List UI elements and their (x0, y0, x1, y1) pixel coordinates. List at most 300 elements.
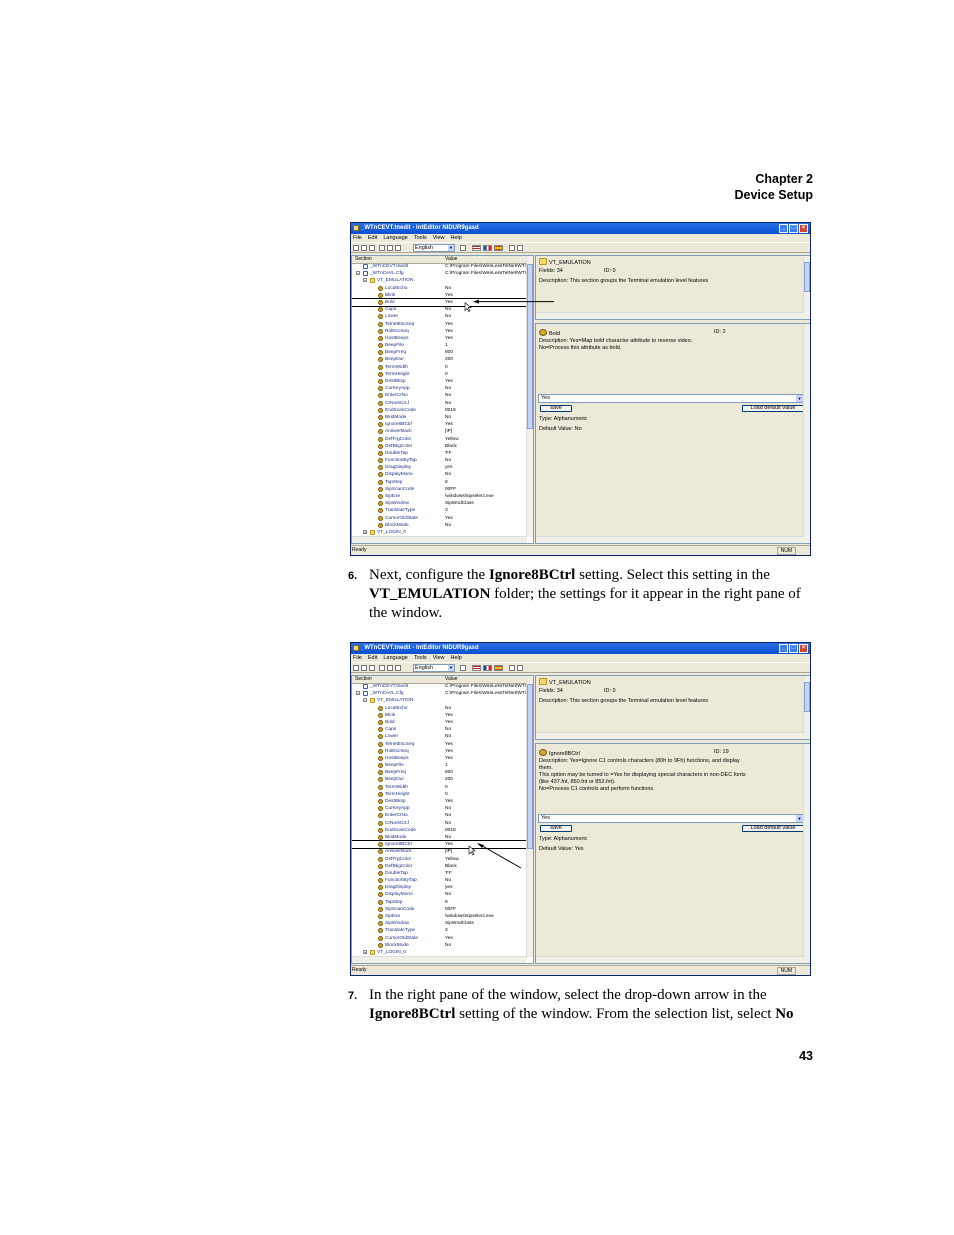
tree-row[interactable] (352, 884, 527, 891)
tree-row-name: EnterCrNo (385, 813, 408, 819)
tree-row[interactable] (352, 407, 527, 414)
tree-row[interactable] (352, 313, 527, 320)
chevron-down-icon[interactable]: ▼ (797, 396, 802, 401)
step-text-part: In the right pane of the window, select the drop-down arrow in the (369, 987, 767, 1003)
tree-row-name: VT_EMULATION (377, 278, 414, 284)
maximize-button[interactable]: □ (789, 224, 798, 233)
step-number: 6. (348, 570, 358, 582)
paste-icon[interactable] (387, 245, 393, 251)
tree-row[interactable] (352, 428, 527, 435)
menu-item-edit[interactable]: Edit (367, 655, 378, 661)
tree-row-name: Blink (385, 292, 396, 298)
close-button[interactable]: × (799, 644, 808, 653)
tree-row[interactable] (352, 683, 527, 690)
tree-row-value: SipWndClass (445, 921, 474, 927)
help-icon[interactable] (509, 665, 515, 671)
tree-row[interactable] (352, 277, 527, 284)
tree-row-value: No (445, 734, 452, 740)
tree-row[interactable] (352, 906, 527, 913)
tree-row[interactable] (352, 805, 527, 812)
tree-row[interactable] (352, 935, 527, 942)
setting-description-line: No=Process this attribute as bold. (539, 345, 622, 351)
setting-icon (378, 350, 383, 355)
language-value: English (415, 245, 434, 251)
close-button[interactable]: × (799, 224, 808, 233)
menu-item-edit[interactable]: Edit (367, 235, 378, 241)
setting-icon (378, 458, 383, 463)
tree-row[interactable] (352, 342, 527, 349)
menu-item-tools[interactable]: Tools (413, 655, 427, 661)
tree-row-name: _WTnCEVT.tnedit (370, 684, 409, 689)
tree-row-value: No (445, 458, 452, 464)
setting-icon (378, 770, 383, 775)
tree-row-value: yes (445, 885, 453, 891)
tree-row-value: Yes (445, 335, 453, 341)
minimize-button[interactable]: _ (779, 644, 788, 653)
tree-row[interactable] (352, 464, 527, 471)
tree-row[interactable] (352, 690, 527, 697)
tree-row-name: BkidMode (385, 414, 407, 420)
value-select[interactable] (538, 814, 804, 823)
tree-row[interactable] (352, 450, 527, 457)
tree-row-value: No (445, 314, 452, 320)
tree-row[interactable] (352, 733, 527, 740)
tree-row[interactable] (352, 479, 527, 486)
tree-row-name: CurKeyApp (385, 386, 410, 392)
tree-row[interactable] (352, 899, 527, 906)
tree-row[interactable] (352, 870, 527, 877)
tree-row-name: TermHeight (385, 791, 410, 797)
chevron-down-icon[interactable]: ▼ (449, 245, 453, 250)
paste-icon[interactable] (387, 665, 393, 671)
expand-icon[interactable]: − (364, 278, 367, 284)
tree-row[interactable] (352, 812, 527, 819)
status-bar (351, 965, 810, 975)
sort-icon[interactable] (460, 245, 466, 251)
tree-row[interactable] (352, 292, 527, 299)
setting-icon (378, 849, 383, 854)
setting-default: Default Value: Yes (539, 846, 584, 852)
setting-icon (378, 444, 383, 449)
tree-row-name: DragDisplay (385, 465, 412, 471)
tree-row[interactable] (352, 471, 527, 478)
tree-row[interactable] (352, 913, 527, 920)
tree-row-value: 8 (445, 479, 448, 485)
language-select[interactable] (413, 664, 455, 672)
tree-row-name: FunctionByTap (385, 458, 417, 464)
setting-icon (378, 706, 383, 711)
help-icon[interactable] (509, 245, 515, 251)
tree-row-value: Yes (445, 379, 453, 384)
setting-id: ID: 2 (714, 329, 726, 335)
tree-row-name: VT_LOGIN_0 (377, 529, 407, 535)
setting-icon (539, 329, 547, 336)
tree-row-name: _WTnCEVT.tnedit (370, 264, 409, 269)
tree-row[interactable] (352, 856, 527, 863)
tree-row[interactable] (352, 328, 527, 335)
tree-row[interactable] (352, 486, 527, 493)
setting-icon (378, 857, 383, 862)
tree-row[interactable] (352, 784, 527, 791)
tree-row[interactable] (352, 719, 527, 726)
tree-horizontal-scrollbar[interactable] (352, 536, 527, 543)
setting-icon (378, 734, 383, 739)
tree-row-name: CrNoIsCrLf (385, 400, 409, 406)
section-label: Device Setup (734, 188, 813, 202)
info-horizontal-scrollbar[interactable] (536, 312, 804, 319)
open-file-icon[interactable] (361, 245, 367, 251)
tree-row[interactable] (352, 414, 527, 421)
tree-row[interactable] (352, 726, 527, 733)
load-default-button[interactable]: Load default value (742, 405, 804, 412)
tree-row[interactable] (352, 841, 527, 848)
file-icon (363, 264, 368, 269)
tree-row[interactable] (352, 371, 527, 378)
tree-row-name: BeepFile (385, 763, 404, 769)
tree-row-value: Yes (445, 292, 453, 298)
column-header-section[interactable]: Section (355, 256, 372, 262)
status-text: Ready (352, 967, 367, 973)
setting-icon (378, 415, 383, 420)
detail-horizontal-scrollbar[interactable] (536, 536, 804, 543)
tree-row-value: 00FF (445, 486, 457, 492)
tree-row-value: [IP] (445, 849, 453, 855)
tree-row[interactable] (352, 349, 527, 356)
detail-vertical-scrollbar[interactable] (803, 744, 810, 963)
tree-vertical-scrollbar[interactable] (526, 676, 533, 957)
column-header-value[interactable]: Value (445, 256, 458, 262)
tree-row-name: Lower (385, 734, 399, 740)
tree-row[interactable] (352, 769, 527, 776)
info-vertical-scrollbar[interactable] (803, 676, 810, 739)
context-help-icon[interactable] (517, 245, 523, 251)
tree-row-name: EndScanCode (385, 827, 416, 833)
scroll-thumb[interactable] (527, 684, 533, 849)
section-title (539, 258, 591, 266)
setting-icon (378, 943, 383, 948)
tree-row-name: BlockMode (385, 522, 409, 528)
sort-icon[interactable] (460, 665, 466, 671)
step-text-part: folder; the settings for it appear in the right pane of the window. (369, 586, 801, 621)
copy-icon[interactable] (379, 665, 385, 671)
menu-item-view[interactable]: View (432, 235, 445, 241)
tree-row[interactable] (352, 755, 527, 762)
tree-row[interactable] (352, 762, 527, 769)
tree-row[interactable] (352, 507, 527, 514)
value-select[interactable] (538, 394, 804, 403)
chevron-down-icon[interactable]: ▼ (449, 665, 453, 670)
tree-row-value: Yes (445, 935, 453, 941)
tree-row[interactable] (352, 436, 527, 443)
setting-description-line: This option may be turned to =Yes for displaying special characters in non-DEC fonts (539, 772, 746, 778)
setting-icon (378, 487, 383, 492)
setting-icon (378, 777, 383, 782)
setting-icon (378, 914, 383, 919)
setting-icon (378, 720, 383, 725)
tree-row-value: Yes (445, 712, 453, 718)
tree-row[interactable] (352, 891, 527, 898)
setting-detail-pane (535, 323, 811, 544)
tree-row-name: BeepFreq (385, 350, 407, 356)
flag-fr-icon[interactable] (483, 665, 492, 671)
flag-us-icon[interactable] (472, 245, 481, 251)
menu-item-file[interactable]: File (353, 655, 362, 661)
open-file-icon[interactable] (361, 665, 367, 671)
settings-tree-pane (351, 675, 534, 964)
tree-row-value: No (445, 942, 452, 948)
value-select-current: Yes (541, 815, 550, 821)
tree-row-value: No (445, 400, 452, 406)
tree-row-value: 'FF (445, 450, 452, 456)
tree-row[interactable] (352, 705, 527, 712)
tree-row[interactable] (352, 335, 527, 342)
print-icon[interactable] (395, 245, 401, 251)
tree-row-name: Lower (385, 314, 399, 320)
maximize-button[interactable]: □ (789, 644, 798, 653)
tree-row[interactable] (352, 385, 527, 392)
minimize-button[interactable]: _ (779, 224, 788, 233)
tree-row[interactable] (352, 834, 527, 841)
chapter-label: Chapter 2 (755, 172, 813, 186)
tree-horizontal-scrollbar[interactable] (352, 956, 527, 963)
tree-row[interactable] (352, 364, 527, 371)
step-bold-term: Ignore8BCtrl (369, 1006, 456, 1022)
tree-row[interactable] (352, 500, 527, 507)
title-bar (351, 223, 810, 234)
print-icon[interactable] (395, 665, 401, 671)
setting-icon (378, 813, 383, 818)
flag-us-icon[interactable] (472, 665, 481, 671)
setting-icon (378, 293, 383, 298)
tree-row[interactable] (352, 400, 527, 407)
tree-row-name: BeepFreq (385, 770, 407, 776)
setting-name: Ignore8BCtrl (549, 751, 580, 757)
app-window-bold (350, 222, 811, 556)
section-description: Description: This section groups the Terminal emulation level features (539, 278, 709, 284)
tree-row-value: 800 (445, 770, 454, 776)
tree-row-name: _WTnCeVL.Cfg (370, 691, 404, 697)
tree-row-name: BeepDur (385, 357, 404, 363)
tree-row[interactable] (352, 927, 527, 934)
tree-row-value: No (445, 820, 452, 826)
tree-row[interactable] (352, 299, 527, 306)
tree-row-name: SipWindow (385, 501, 409, 507)
menu-item-language[interactable]: Language (383, 655, 408, 661)
setting-name: Bold (549, 331, 561, 337)
copy-icon[interactable] (379, 245, 385, 251)
tree-row[interactable] (352, 443, 527, 450)
tree-row[interactable] (352, 321, 527, 328)
tree-row-value: No (445, 892, 452, 898)
tree-row-name: SipExe (385, 914, 401, 919)
expand-icon[interactable]: + (364, 529, 367, 535)
tree-row-value: No (445, 813, 452, 819)
detail-vertical-scrollbar[interactable] (803, 324, 810, 543)
tree-row[interactable] (352, 306, 527, 313)
menu-item-help[interactable]: Help (450, 655, 462, 661)
menu-item-file[interactable]: File (353, 235, 362, 241)
tree-row[interactable] (352, 285, 527, 292)
setting-icon (378, 763, 383, 768)
tree-row[interactable] (352, 270, 527, 277)
tree-row-name: Bold (385, 719, 395, 725)
tree-row-name: CursorOldState (385, 935, 419, 941)
page-number: 43 (799, 1049, 813, 1063)
tree-row[interactable] (352, 392, 527, 399)
tree-row-value: C:\Program Files\WireLessTelNet\WT\ (445, 264, 527, 269)
detail-horizontal-scrollbar[interactable] (536, 956, 804, 963)
expand-icon[interactable]: − (357, 271, 360, 277)
tree-row-name: TranslateType (385, 928, 416, 934)
tree-row-name: Ignore8BCtrl (385, 842, 412, 848)
tree-row[interactable] (352, 697, 527, 704)
setting-icon (378, 365, 383, 370)
tree-row-value: Yes (445, 755, 453, 761)
new-file-icon[interactable] (353, 665, 359, 671)
tree-row-name: AnswerBack (385, 849, 412, 855)
setting-icon (378, 799, 383, 804)
tree-row[interactable] (352, 263, 527, 270)
tree-row-name: Ignore8BCtrl (385, 422, 412, 428)
menu-item-language[interactable]: Language (383, 235, 408, 241)
tree-row[interactable] (352, 515, 527, 522)
app-icon (353, 645, 359, 651)
tree-row[interactable] (352, 712, 527, 719)
step-bold-term: VT_EMULATION (369, 586, 491, 602)
flag-fr-icon[interactable] (483, 245, 492, 251)
save-icon[interactable] (369, 245, 375, 251)
tree-row[interactable] (352, 493, 527, 500)
tree-row[interactable] (352, 356, 527, 363)
tree-row[interactable] (352, 457, 527, 464)
tree-row[interactable] (352, 791, 527, 798)
scroll-thumb[interactable] (804, 262, 810, 292)
expand-icon[interactable]: + (364, 949, 367, 955)
tree-row[interactable] (352, 920, 527, 927)
setting-icon (378, 892, 383, 897)
tree-row[interactable] (352, 877, 527, 884)
context-help-icon[interactable] (517, 665, 523, 671)
setting-icon (378, 516, 383, 521)
scroll-thumb[interactable] (527, 264, 533, 429)
tree-row-value: Yes (445, 799, 453, 804)
setting-description-line: (like 437.fnt, 850.fnt or 852.fnt). (539, 779, 616, 785)
setting-icon (378, 900, 383, 905)
menu-item-tools[interactable]: Tools (413, 235, 427, 241)
window-title: _WTnCEVT.tnedit - IntEditor NIDUR9gasd (361, 225, 479, 231)
language-select[interactable] (413, 244, 455, 252)
setting-icon (378, 422, 383, 427)
tree-row-value: No (445, 806, 452, 812)
tree-row-value: Black (445, 863, 457, 869)
flag-es-icon[interactable] (494, 665, 503, 671)
setting-icon (378, 885, 383, 890)
tree-row-name: BlockMode (385, 942, 409, 948)
tree-row-name: TapStep (385, 479, 403, 485)
setting-icon (378, 343, 383, 348)
tree-row-name: DefBkgColor (385, 863, 413, 869)
column-header-value[interactable]: Value (445, 676, 458, 682)
flag-es-icon[interactable] (494, 245, 503, 251)
setting-icon (378, 357, 383, 362)
tree-row-value: 0 (445, 371, 448, 377)
tree-row[interactable] (352, 827, 527, 834)
save-button[interactable]: save (540, 405, 572, 412)
tree-row-name: RolEscSeq (385, 328, 409, 334)
tree-row-value: Yes (445, 748, 453, 754)
setting-icon (378, 379, 383, 384)
expand-icon[interactable]: − (364, 698, 367, 704)
tree-row[interactable] (352, 522, 527, 529)
menu-item-help[interactable]: Help (450, 235, 462, 241)
title-bar (351, 643, 810, 654)
setting-icon (378, 401, 383, 406)
save-icon[interactable] (369, 665, 375, 671)
tree-row-name: SipWindow (385, 921, 409, 927)
chevron-down-icon[interactable]: ▼ (797, 816, 802, 821)
tree-row[interactable] (352, 798, 527, 805)
value-select-current: Yes (541, 395, 550, 401)
save-button[interactable]: save (540, 825, 572, 832)
tree-row-value: \windows\sipselect.exe (445, 914, 494, 919)
tree-row-value: No (445, 834, 452, 840)
tree-row-name: Caps (385, 727, 397, 733)
setting-icon (378, 727, 383, 732)
tree-row[interactable] (352, 378, 527, 385)
folder-icon (539, 258, 547, 265)
tree-row-value: C:\Program Files\WireLessTelNet\WT\ (445, 271, 527, 277)
tree-row-name: HostBeeps (385, 755, 409, 761)
tree-row-name: TermWidth (385, 784, 408, 790)
tree-row-name: TelnetEscSeq (385, 321, 415, 327)
column-header-section[interactable]: Section (355, 676, 372, 682)
tree-row-name: DragDisplay (385, 885, 412, 891)
tree-row-name: DoubleTap (385, 450, 408, 456)
tree-row[interactable] (352, 942, 527, 949)
tree-row[interactable] (352, 820, 527, 827)
menu-item-view[interactable]: View (432, 655, 445, 661)
tree-row[interactable] (352, 741, 527, 748)
setting-icon (378, 286, 383, 291)
tree-row-name: EndScanCode (385, 407, 416, 413)
tree-vertical-scrollbar[interactable] (526, 256, 533, 537)
tree-row-value: Yes (445, 321, 453, 327)
tree-row[interactable] (352, 863, 527, 870)
tree-row-value: 800 (445, 350, 454, 356)
tree-row[interactable] (352, 848, 527, 855)
info-horizontal-scrollbar[interactable] (536, 732, 804, 739)
tree-row-name: AnswerBack (385, 429, 412, 435)
section-info-pane (535, 675, 811, 740)
tree-row-name: RolEscSeq (385, 748, 409, 754)
tree-row-value: No (445, 285, 452, 291)
tree-row-value: 3 (445, 508, 448, 514)
info-vertical-scrollbar[interactable] (803, 256, 810, 319)
tree-row[interactable] (352, 421, 527, 428)
menu-bar (351, 234, 810, 242)
num-lock-indicator: NUM (777, 547, 796, 555)
tree-row-value: Yes (445, 741, 453, 747)
expand-icon[interactable]: − (357, 691, 360, 697)
tree-row[interactable] (352, 748, 527, 755)
folder-icon (370, 530, 375, 535)
tree-row-name: DefBkgColor (385, 443, 413, 449)
load-default-button[interactable]: Load default value (742, 825, 804, 832)
setting-icon (378, 386, 383, 391)
new-file-icon[interactable] (353, 245, 359, 251)
scroll-thumb[interactable] (804, 682, 810, 712)
tree-row[interactable] (352, 776, 527, 783)
